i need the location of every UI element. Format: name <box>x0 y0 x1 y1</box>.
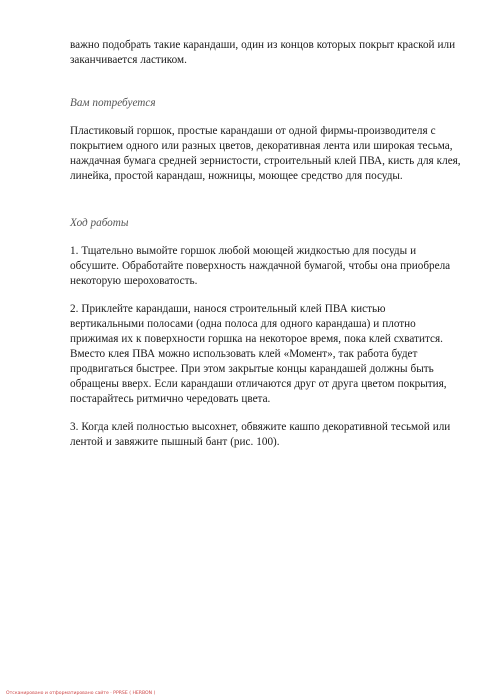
document-page <box>70 38 462 463</box>
intro-tail-paragraph: важно подобрать такие карандаши, один из концов которых покрыт краской или заканчивается ластиком. <box>70 39 456 66</box>
materials-heading: Вам потребуется <box>70 97 156 109</box>
procedure-step-2: 2. Приклейте карандаши, нанося строительный клей ПВА кистью вертикальными полосами (одна полоса для одного карандаша) и плотно прижимая их к поверхности горшка на некоторое время, пока клей схватится. Вместо клея ПВА можно использовать клей «Момент», так работа будет продвигаться быстрее. При этом закрытые концы карандашей должны быть обращены вверх. Если карандаши отличаются друг от друга цветом покрытия, постарайтесь ритмично чередовать цвета. <box>70 303 447 405</box>
materials-paragraph: Пластиковый горшок, простые карандаши от одной фирмы-производителя с покрытием одного или разных цветов, декоративная лента или широкая тесьма, наждачная бумага средней зернистости, строительный клей ПВА, кисть для клея, линейка, простой карандаш, ножницы, моющее средство для посуды. <box>70 125 461 182</box>
procedure-step-3: 3. Когда клей полностью высохнет, обвяжите кашпо декоративной тесьмой или лентой и завяжите пышный бант (рис. 100). <box>70 421 451 448</box>
procedure-heading: Ход работы <box>70 217 129 229</box>
scan-watermark-footer: Отсканировано и отформатировано сайте · PPRSE ( HERBON ) <box>6 691 156 696</box>
procedure-step-1: 1. Тщательно вымойте горшок любой моющей жидкостью для посуды и обсушите. Обработайте поверхность наждачной бумагой, чтобы она приобрела некоторую шероховатость. <box>70 245 451 287</box>
